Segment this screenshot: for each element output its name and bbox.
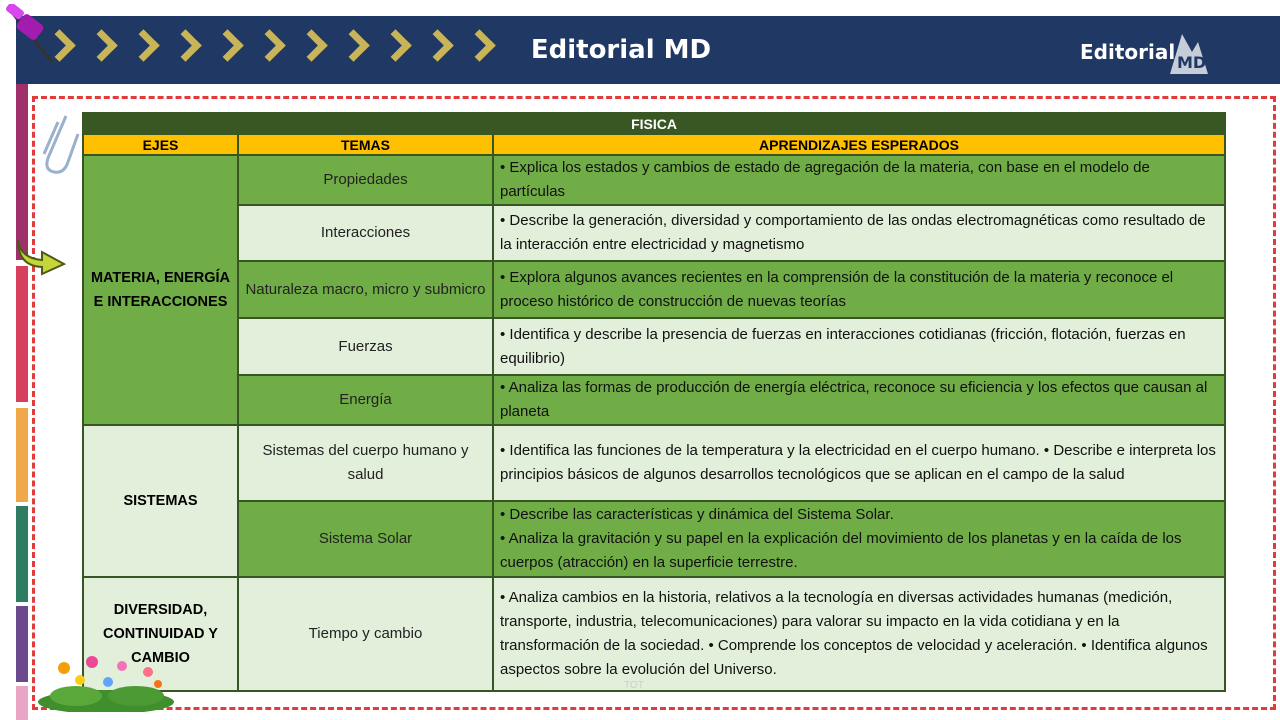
column-header-ejes: EJES xyxy=(83,134,238,155)
tema-cell: Tiempo y cambio xyxy=(238,577,493,691)
aprendizaje-cell: • Identifica las funciones de la temperatura y la electricidad en el cuerpo humano. • Describe e interpreta los principios básicos de algunos desarrollos tecnológicos que se aplican en el campo de la salud xyxy=(493,425,1225,501)
fisica-table xyxy=(82,112,1226,692)
tema-cell: Naturaleza macro, micro y submicro xyxy=(238,261,493,318)
logo-md-mark-icon xyxy=(1162,28,1212,78)
logo-mark-text: MD xyxy=(1177,53,1207,72)
curved-arrow-icon xyxy=(14,234,68,276)
table-row xyxy=(83,425,1225,501)
chevron-right-icon xyxy=(127,29,160,62)
aprendizaje-line: • Describe las características y dinámica del Sistema Solar. xyxy=(500,506,894,523)
table-row xyxy=(83,375,1225,425)
table-row xyxy=(83,501,1225,577)
paperclip-icon xyxy=(36,110,82,176)
table-row xyxy=(83,155,1225,205)
sidebar-stripe xyxy=(16,506,28,602)
chevron-right-icon xyxy=(337,29,370,62)
aprendizaje-cell: • Identifica y describe la presencia de fuerzas en interacciones cotidianas (fricción, flotación, fuerzas en equilibrio) xyxy=(493,318,1225,375)
tema-cell: Sistemas del cuerpo humano y salud xyxy=(238,425,493,501)
column-header-aprendizajes: APRENDIZAJES ESPERADOS xyxy=(493,134,1225,155)
header-title: Editorial MD xyxy=(530,35,712,65)
table-row xyxy=(83,577,1225,691)
aprendizaje-cell: • Explica los estados y cambios de estado de agregación de la materia, con base en el modelo de partículas xyxy=(493,155,1225,205)
eje-cell: SISTEMAS xyxy=(83,425,238,577)
flowers-decoration xyxy=(36,650,178,712)
chevron-right-icon xyxy=(85,29,118,62)
tema-cell: Interacciones xyxy=(238,205,493,261)
pushpin-icon xyxy=(2,4,60,68)
logo-text: Editorial xyxy=(1080,40,1176,64)
sidebar-stripe xyxy=(16,408,28,502)
tema-cell: Fuerzas xyxy=(238,318,493,375)
eje-cell: MATERIA, ENERGÍA E INTERACCIONES xyxy=(83,155,238,425)
aprendizaje-cell xyxy=(493,501,1225,577)
chevron-right-icon xyxy=(421,29,454,62)
table-title: FISICA xyxy=(83,113,1225,134)
aprendizaje-cell: • Describe la generación, diversidad y comportamiento de las ondas electromagnéticas como resultado de la interacción entre electricidad y magnetismo xyxy=(493,205,1225,261)
sidebar-stripe xyxy=(16,266,28,402)
chevron-right-icon xyxy=(379,29,412,62)
table-row xyxy=(83,261,1225,318)
table-row xyxy=(83,318,1225,375)
sidebar-stripe xyxy=(16,686,28,720)
aprendizaje-cell: • Analiza las formas de producción de energía eléctrica, reconoce su eficiencia y los efectos que causan al planeta xyxy=(493,375,1225,425)
aprendizaje-line: • Analiza la gravitación y su papel en la explicación del movimiento de los planetas y en la caída de los cuerpos (atracción) en la superficie terrestre. xyxy=(500,530,1182,571)
tema-cell: Energía xyxy=(238,375,493,425)
chevron-right-icon xyxy=(295,29,328,62)
faint-footer-text: TOT xyxy=(624,680,644,691)
chevron-right-icon xyxy=(211,29,244,62)
tema-cell: Propiedades xyxy=(238,155,493,205)
sidebar-stripe xyxy=(16,606,28,682)
table-row xyxy=(83,205,1225,261)
eje-cell: DIVERSIDAD, CONTINUIDAD Y CAMBIO xyxy=(83,577,238,691)
aprendizaje-cell: • Explora algunos avances recientes en la comprensión de la constitución de la materia y reconoce el proceso histórico de construcción de nuevas teorías xyxy=(493,261,1225,318)
column-header-temas: TEMAS xyxy=(238,134,493,155)
chevron-right-icon xyxy=(169,29,202,62)
tema-cell: Sistema Solar xyxy=(238,501,493,577)
header-bar xyxy=(16,16,1280,84)
chevron-right-icon xyxy=(253,29,286,62)
editorial-md-logo[interactable] xyxy=(1064,24,1214,80)
aprendizaje-cell: • Analiza cambios en la historia, relativos a la tecnología en diversas actividades humanas (medición, transporte, industria, telecomunicaciones) para valorar su impacto en la vida cotidiana y en la transformación de la sociedad. • Comprende los conceptos de velocidad y aceleración. • Identifica algunos aspectos sobre la evolución del Universo. xyxy=(493,577,1225,691)
